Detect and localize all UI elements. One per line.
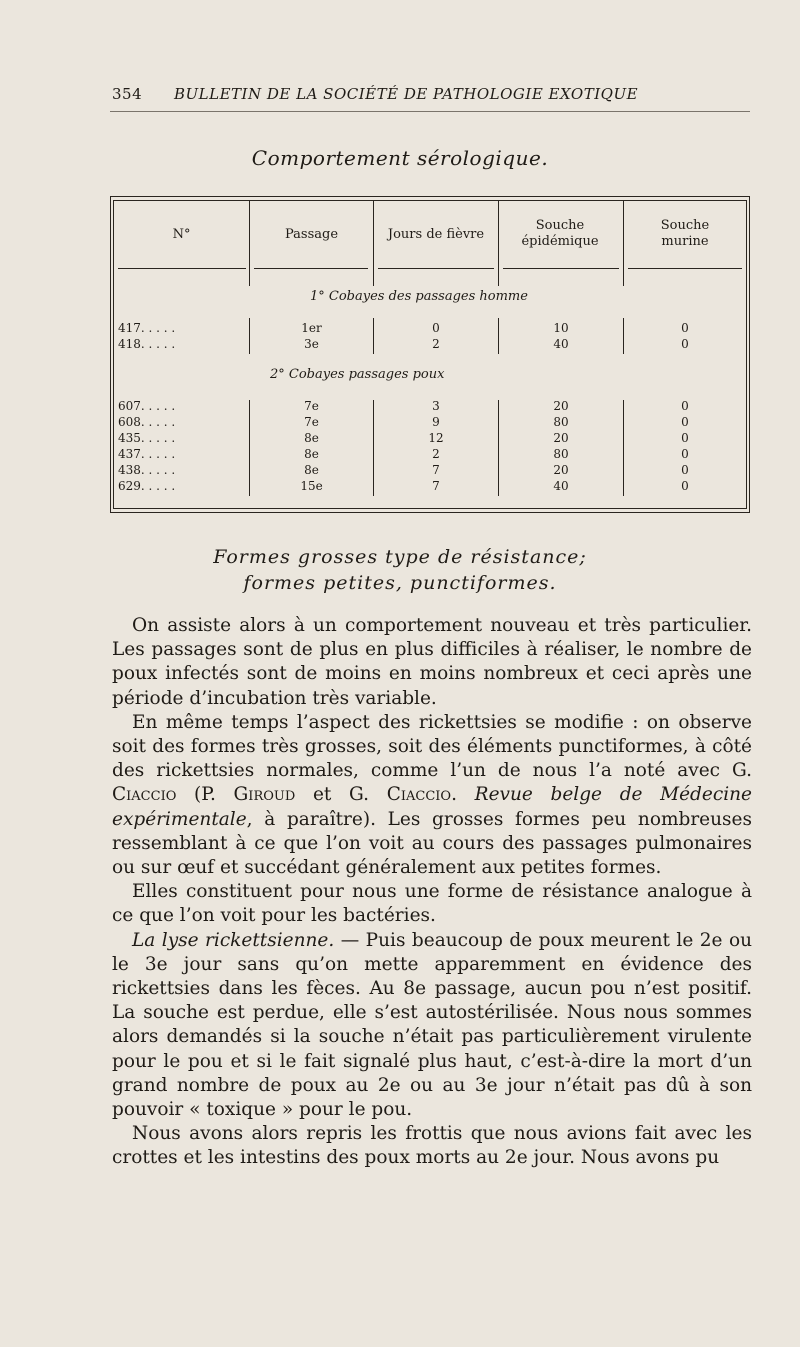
cell-murine: 0 xyxy=(681,415,689,429)
cell-passage: 8e xyxy=(304,431,319,445)
col-header-no: N° xyxy=(172,227,191,242)
cell-jours: 7 xyxy=(432,479,440,493)
paragraph-1: On assiste alors à un comportement nouveau et très particulier. Les passages sont de plus en plus difficiles à réaliser, le nombre de poux infectés sont de moins en moins nombreux et ceci après une période d’incubation très variable. xyxy=(112,615,752,709)
section-label-homme: 1° Cobayes des passages homme xyxy=(310,289,528,304)
cell-jours: 3 xyxy=(432,399,440,413)
cell-epidemique: 10 xyxy=(553,321,569,335)
journal-citation: Revue belge de Médecine expérimentale xyxy=(112,784,752,830)
journal-title: BULLETIN DE LA SOCIÉTÉ DE PATHOLOGIE EXOTIQUE xyxy=(174,85,639,103)
cell-jours: 9 xyxy=(432,415,440,429)
cell-murine: 0 xyxy=(681,463,689,477)
paragraph-4: La lyse rickettsienne. — Puis beaucoup de poux meurent le 2e ou le 3e jour sans qu’on mette apparemment en évidence des rickettsies dans les fèces. Au 8e passage, aucun pou n’est positif. La souche est perdue, elle s’est autostérilisée. Nous nous sommes alors demandés si la souche n’était pas particulièrement virulente pour le pou et si le fait signalé plus haut, c’est-à-dire la mort d’un grand nombre de poux au 2e ou au 3e jour n’était pas dû à son pouvoir « toxique » pour le pou. xyxy=(112,929,752,1121)
cell-jours: 2 xyxy=(432,337,440,351)
author-name: G. Ciaccio xyxy=(112,760,752,806)
paragraph-3: Elles constituent pour nous une forme de résistance analogue à ce que l’on voit pour les bactéries. xyxy=(112,881,752,927)
cell-epidemique: 20 xyxy=(553,431,569,445)
cell-passage: 15e xyxy=(300,479,323,493)
cell-epidemique: 20 xyxy=(553,463,569,477)
cell-epidemique: 20 xyxy=(553,399,569,413)
cell-epidemique: 40 xyxy=(553,337,569,351)
page-number: 354 xyxy=(112,85,143,103)
cell-no: 418. . . . . xyxy=(118,337,176,351)
paragraph-5: Nous avons alors repris les frottis que nous avions fait avec les crottes et les intestins des poux morts au 2e jour. Nous avons pu xyxy=(112,1123,752,1169)
cell-no: 629. . . . . xyxy=(118,479,176,493)
paragraph-2: En même temps l’aspect des rickettsies se modifie : on observe soit des formes très grosses, soit des éléments punctiformes, à côté des rickettsies normales, comme l’un de nous l’a noté avec G. Ciaccio (P. Giroud et G. Ciaccio. Revue belge de Médecine expérimentale, à paraître). Les grosses formes peu nombreuses ressemblant à ce que l’on voit au cours des passages pulmonaires ou sur œuf et succédant généralement aux petites formes. xyxy=(112,711,752,879)
cell-no: 438. . . . . xyxy=(118,463,176,477)
cell-murine: 0 xyxy=(681,337,689,351)
cell-jours: 2 xyxy=(432,447,440,461)
col-header-jours: Jours de fièvre xyxy=(387,227,485,242)
cell-passage: 8e xyxy=(304,463,319,477)
cell-epidemique: 80 xyxy=(553,447,569,461)
col-header-epidemique: Souche épidémique xyxy=(521,218,599,249)
author-name: G. Ciaccio xyxy=(349,784,452,806)
cell-no: 417. . . . . xyxy=(118,321,176,335)
section-label-poux: 2° Cobayes passages poux xyxy=(270,367,445,382)
body-text xyxy=(112,614,752,1171)
cell-passage: 3e xyxy=(304,337,319,351)
subheading-line-2: formes petites, punctiformes. xyxy=(243,572,557,594)
author-name: Giroud xyxy=(233,784,296,806)
serology-table xyxy=(0,0,800,530)
cell-murine: 0 xyxy=(681,479,689,493)
table-title: Comportement sérologique. xyxy=(251,146,549,170)
cell-passage: 7e xyxy=(304,399,319,413)
cell-jours: 0 xyxy=(432,321,440,335)
cell-murine: 0 xyxy=(681,447,689,461)
cell-no: 608. . . . . xyxy=(118,415,176,429)
cell-passage: 7e xyxy=(304,415,319,429)
cell-jours: 7 xyxy=(432,463,440,477)
section-title: La lyse rickettsienne. xyxy=(132,929,335,951)
cell-passage: 1er xyxy=(301,321,322,335)
cell-no: 607. . . . . xyxy=(118,399,176,413)
subheading-line-1: Formes grosses type de résistance; xyxy=(213,546,587,568)
cell-jours: 12 xyxy=(428,431,444,445)
cell-murine: 0 xyxy=(681,399,689,413)
cell-no: 435. . . . . xyxy=(118,431,176,445)
cell-epidemique: 40 xyxy=(553,479,569,493)
cell-passage: 8e xyxy=(304,447,319,461)
cell-no: 437. . . . . xyxy=(118,447,176,461)
cell-murine: 0 xyxy=(681,321,689,335)
cell-epidemique: 80 xyxy=(553,415,569,429)
col-header-murine: Souche murine xyxy=(660,218,710,249)
col-header-passage: Passage xyxy=(284,227,339,242)
cell-murine: 0 xyxy=(681,431,689,445)
